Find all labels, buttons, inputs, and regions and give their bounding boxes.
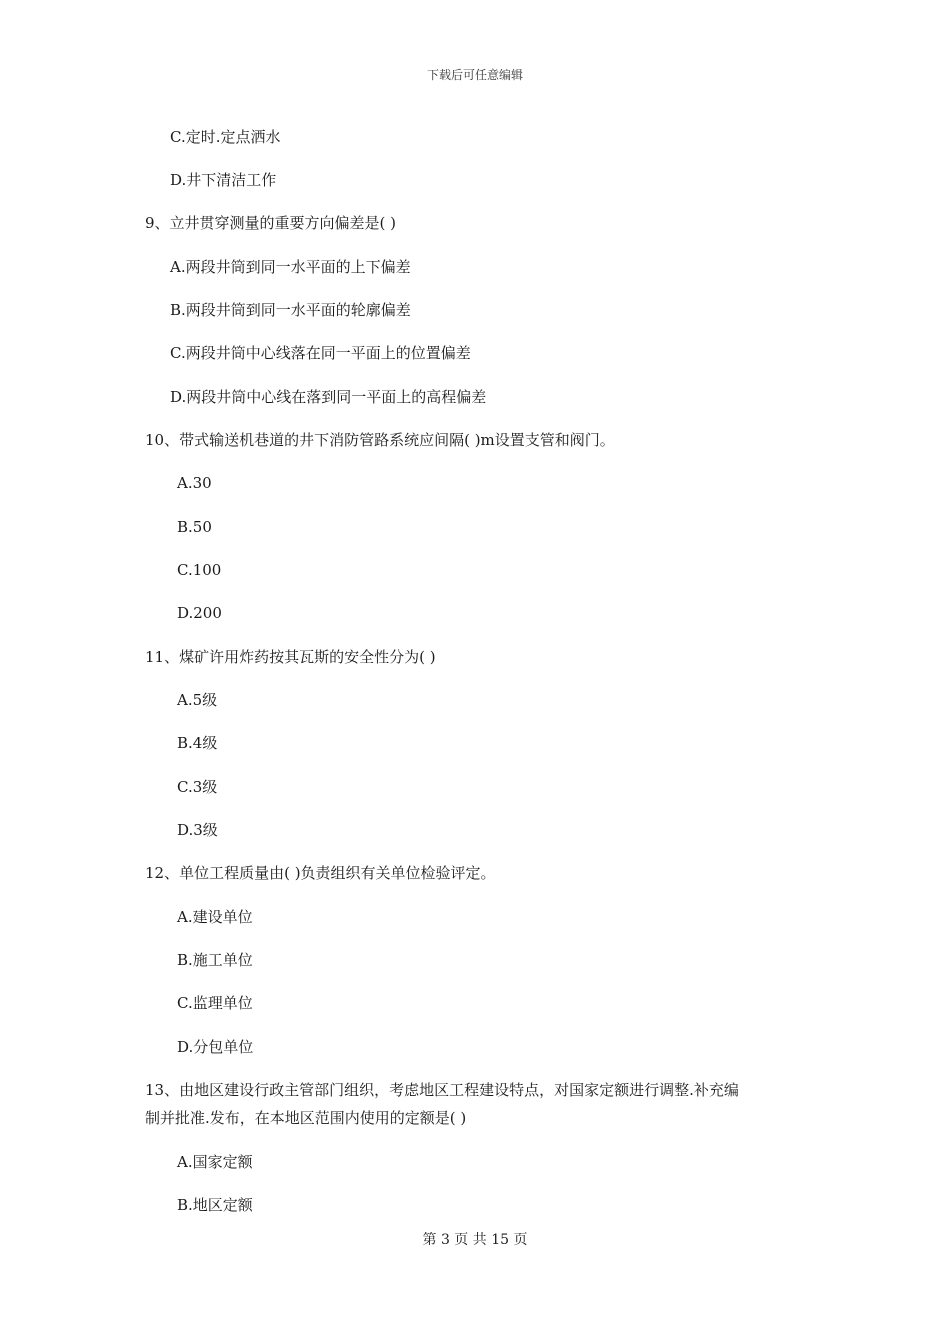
- option-c-prev: C.定时.定点洒水: [170, 128, 281, 146]
- question-13-line-2: 制并批准.发布，在本地区范围内使用的定额是( ): [145, 1109, 467, 1127]
- question-13-option-b: B.地区定额: [177, 1196, 253, 1214]
- question-11-option-d: D.3级: [177, 821, 218, 839]
- question-9-option-a: A.两段井筒到同一水平面的上下偏差: [170, 258, 411, 276]
- option-d-prev: D.井下清洁工作: [170, 171, 277, 189]
- question-9-option-b: B.两段井筒到同一水平面的轮廓偏差: [170, 301, 411, 319]
- question-10: 10、带式输送机巷道的井下消防管路系统应间隔( )m设置支管和阀门。: [145, 431, 615, 449]
- question-10-option-d: D.200: [177, 604, 222, 622]
- question-10-option-b: B.50: [177, 518, 212, 536]
- question-12: 12、单位工程质量由( )负责组织有关单位检验评定。: [145, 864, 496, 882]
- page-footer: 第 3 页 共 15 页: [422, 1232, 528, 1248]
- question-10-option-c: C.100: [177, 561, 222, 579]
- question-11-option-a: A.5级: [177, 691, 218, 709]
- question-12-option-b: B.施工单位: [177, 951, 253, 969]
- question-13-line-1: 13、由地区建设行政主管部门组织，考虑地区工程建设特点，对国家定额进行调整.补充编: [145, 1081, 739, 1099]
- question-10-option-a: A.30: [177, 474, 212, 492]
- question-11-option-b: B.4级: [177, 734, 218, 752]
- question-11-option-c: C.3级: [177, 778, 218, 796]
- question-9-option-c: C.两段井筒中心线落在同一平面上的位置偏差: [170, 344, 471, 362]
- question-12-option-c: C.监理单位: [177, 994, 253, 1012]
- question-9-option-d: D.两段井筒中心线在落到同一平面上的高程偏差: [170, 388, 487, 406]
- page-header: 下载后可任意编辑: [426, 68, 523, 82]
- question-12-option-d: D.分包单位: [177, 1038, 254, 1056]
- question-9: 9、立井贯穿测量的重要方向偏差是( ): [145, 214, 397, 232]
- question-13-option-a: A.国家定额: [177, 1153, 253, 1171]
- question-12-option-a: A.建设单位: [177, 908, 253, 926]
- question-11: 11、煤矿许用炸药按其瓦斯的安全性分为( ): [145, 648, 436, 666]
